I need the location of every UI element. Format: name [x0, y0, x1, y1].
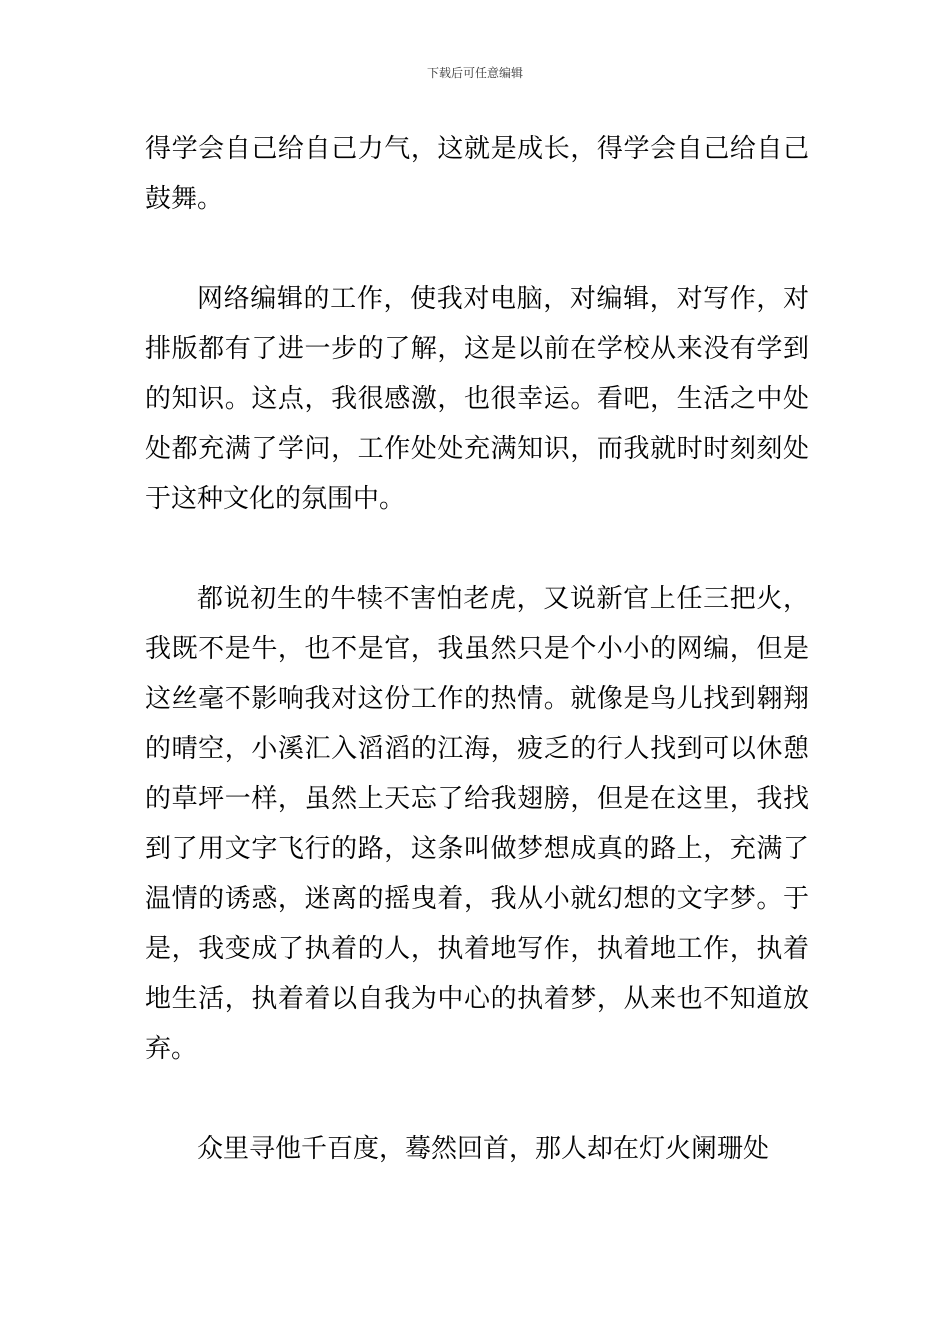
paragraph-3: 都说初生的牛犊不害怕老虎，又说新官上任三把火，我既不是牛，也不是官，我虽然只是个小小的网编，但是这丝毫不影响我对这份工作的热情。就像是鸟儿找到翱翔的晴空，小溪汇入滔滔的江海，疲乏的行人找到可以休憩的草坪一样，虽然上天忘了给我翅膀，但是在这里，我找到了用文字飞行的路，这条叫做梦想成真的路上，充满了温情的诱惑，迷离的摇曳着，我从小就幻想的文字梦。于是，我变成了执着的人，执着地写作，执着地工作，执着地生活，执着着以自我为中心的执着梦，从来也不知道放弃。 [145, 584, 809, 1064]
paragraph-1: 得学会自己给自己力气，这就是成长，得学会自己给自己鼓舞。 [145, 134, 809, 214]
page-header: 下载后可任意编辑 [426, 66, 523, 80]
document-body [145, 124, 809, 1174]
paragraph-2: 网络编辑的工作，使我对电脑，对编辑，对写作，对排版都有了进一步的了解，这是以前在学校从来没有学到的知识。这点，我很感激，也很幸运。看吧，生活之中处处都充满了学问，工作处处充满知识，而我就时时刻刻处于这种文化的氛围中。 [145, 284, 809, 514]
paragraph-4: 众里寻他千百度，蓦然回首，那人却在灯火阑珊处 [197, 1134, 770, 1164]
